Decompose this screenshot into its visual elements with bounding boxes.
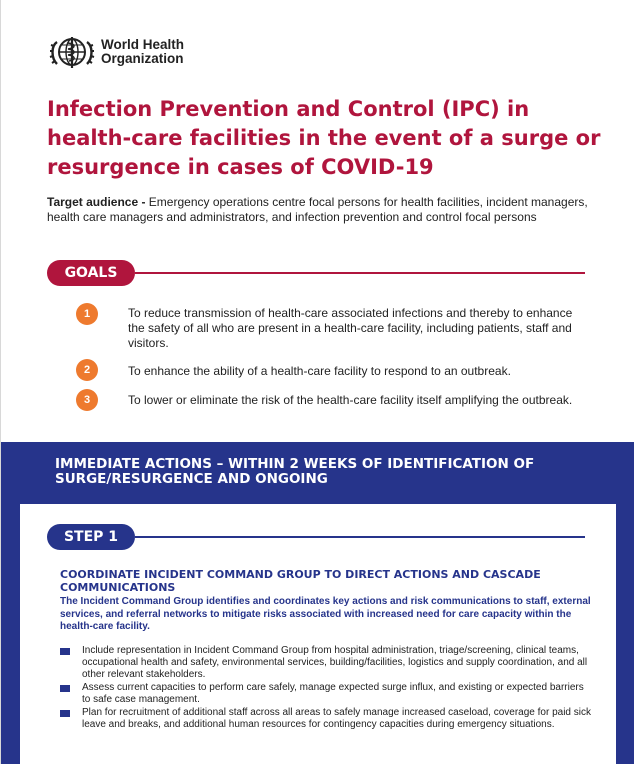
step-1-bullet-3: Plan for recruitment of additional staff across all areas to safely manage increased caseload, coverage for paid sick leave and breaks, and additional human resources for contingency capacities during emergency situations. (82, 707, 591, 730)
bullet-square-icon (60, 710, 70, 717)
step-1-divider (135, 536, 585, 538)
page-title: Infection Prevention and Control (IPC) in health-care facilities in the event of a surge or resurgence in cases of COVID-19 (47, 97, 601, 179)
goals-label: GOALS (47, 260, 135, 286)
step-1-heading: COORDINATE INCIDENT COMMAND GROUP TO DIRECT ACTIONS AND CASCADE COMMUNICATIONS (60, 568, 541, 594)
blue-frame-right (616, 504, 634, 764)
step-1-summary: The Incident Command Group identifies and coordinates key actions and risk communications to staff, external services, and referral networks to mitigate risks associated with increased need for care capacity within the health-care facility. (60, 596, 591, 632)
goal-text-3: To lower or eliminate the risk of the health-care facility itself amplifying the outbreak. (128, 393, 573, 407)
audience-text: Emergency operations centre focal persons for health facilities, incident managers, health care managers and administrators, and infection prevention and control focal persons (47, 195, 588, 224)
logo-line-2: Organization (101, 51, 184, 66)
step-1-label: STEP 1 (47, 524, 135, 550)
goal-number-3: 3 (76, 389, 98, 411)
step-1-bullet-1: Include representation in Incident Command Group from hospital administration, triage/screening, clinical teams, occupational health and safety, environmental services, building/facilities, logistics and supply coordination, and all other relevant stakeholders. (82, 645, 588, 680)
logo-line-1: World Health (101, 37, 185, 52)
blue-frame-left (1, 504, 20, 764)
bullet-square-icon (60, 685, 70, 692)
step-1-bullet-2: Assess current capacities to perform care safely, manage expected surge influx, and existing or expected barriers to safe case management. (82, 682, 584, 705)
bullet-square-icon (60, 648, 70, 655)
goal-text-1: To reduce transmission of health-care associated infections and thereby to enhance the safety of all who are present in a health-care facility, including patients, staff and visitors. (128, 306, 573, 350)
target-audience (47, 195, 592, 225)
goal-number-2: 2 (76, 359, 98, 381)
who-logo (47, 34, 184, 70)
goal-number-1: 1 (76, 303, 98, 325)
goals-divider (135, 272, 585, 274)
audience-label: Target audience - (47, 195, 146, 209)
immediate-actions-title: IMMEDIATE ACTIONS – WITHIN 2 WEEKS OF IDENTIFICATION OF SURGE/RESURGENCE AND ONGOING (55, 456, 535, 487)
who-wordmark (101, 38, 184, 66)
who-emblem-icon (47, 34, 97, 70)
goal-text-2: To enhance the ability of a health-care facility to respond to an outbreak. (128, 364, 511, 378)
